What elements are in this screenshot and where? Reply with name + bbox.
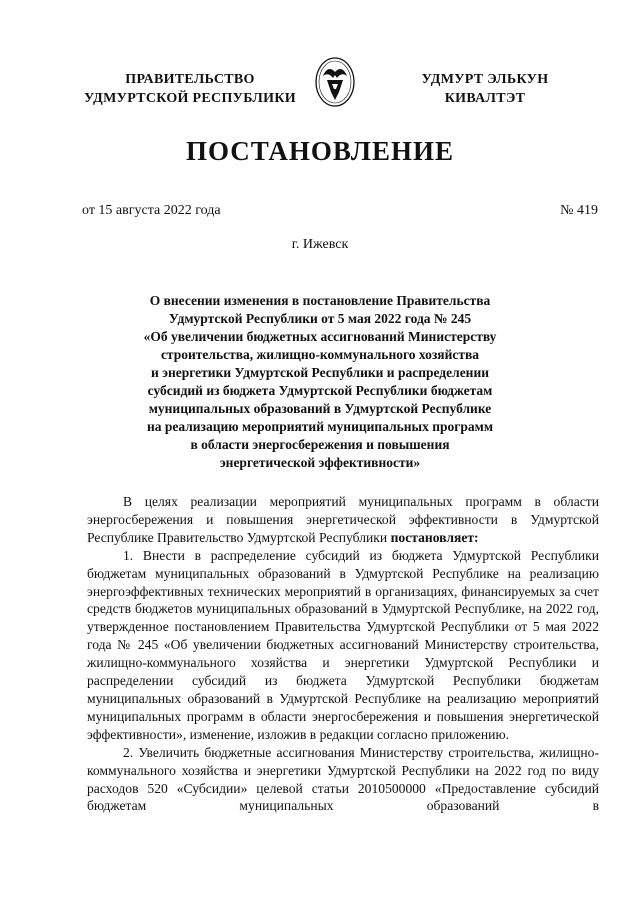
document-number: № 419 [560,203,598,218]
issuer-russian-line2: УДМУРТСКОЙ РЕСПУБЛИКИ [84,91,296,106]
document-city: г. Ижевск [291,237,349,252]
intro-keyword-colon: : [474,529,479,545]
document-subject [100,292,540,472]
subject-line: энергетической эффективности» [219,455,421,470]
document-body [87,493,599,815]
document-title: ПОСТАНОВЛЕНИЕ [185,136,455,166]
subject-line: Удмуртской Республики от 5 мая 2022 года № 245 [168,311,472,326]
document-date: от 15 августа 2022 года [82,203,221,218]
subject-line: строительства, жилищно-коммунального хозяйства [160,347,480,362]
item-2-paragraph: 2. Увеличить бюджетные ассигнования Министерству строительства, жилищно-коммунального хозяйства и энергетики Удмуртской Республики на 2022 год по виду расходов 520 «Субсидии» целевой статьи 2010500000 «Предоставление субсидий бюджетам муниципальных образований в [87,744,599,814]
subject-line: «Об увеличении бюджетных ассигнований Министерству [143,329,497,344]
issuer-udmurt-line2: КИВАЛТЭТ [444,91,526,106]
subject-line: субсидий из бюджета Удмуртской Республики бюджетам [147,383,493,398]
intro-keyword: постановляет [390,529,475,545]
issuer-russian-line1: ПРАВИТЕЛЬСТВО [125,72,255,87]
subject-line: и энергетики Удмуртской Республики и распределении [150,365,490,380]
subject-line: муниципальных образований в Удмуртской Республике [148,401,492,416]
item-1-paragraph: 1. Внести в распределение субсидий из бюджета Удмуртской Республики бюджетам муниципальных образований в Удмуртской Республике на реализацию энергоэффективных технических мероприятий в организациях, финансируемых за счет средств бюджетов муниципальных образований в Удмуртской Республике, на 2022 год, утвержденное постановлением Правительства Удмуртской Республики от 5 мая 2022 года № 245 «Об увеличении бюджетных ассигнований Министерству строительства, жилищно-коммунального хозяйства и энергетики Удмуртской Республики и распределении субсидий из бюджета Удмуртской Республики бюджетам муниципальных образований в Удмуртской Республике на реализацию мероприятий муниципальных программ в области энергосбережения и повышения энергетической эффективности», изменение, изложив в редакции согласно приложению. [87,547,599,742]
intro-paragraph [87,493,599,547]
issuer-russian [70,70,310,108]
subject-line: на реализацию мероприятий муниципальных программ [146,419,494,434]
issuer-udmurt [385,70,585,108]
issuer-udmurt-line1: УДМУРТ ЭЛЬКУН [421,72,549,87]
udmurt-coat-of-arms-icon [313,56,357,108]
subject-line: О внесении изменения в постановление Правительства [149,293,491,308]
subject-line: в области энергосбережения и повышения [190,437,450,452]
intro-text: В целях реализации мероприятий муниципальных программ в области энергосбережения и повышения энергетической эффективности в Удмуртской Республике Правительство Удмуртской Республики [87,494,599,545]
